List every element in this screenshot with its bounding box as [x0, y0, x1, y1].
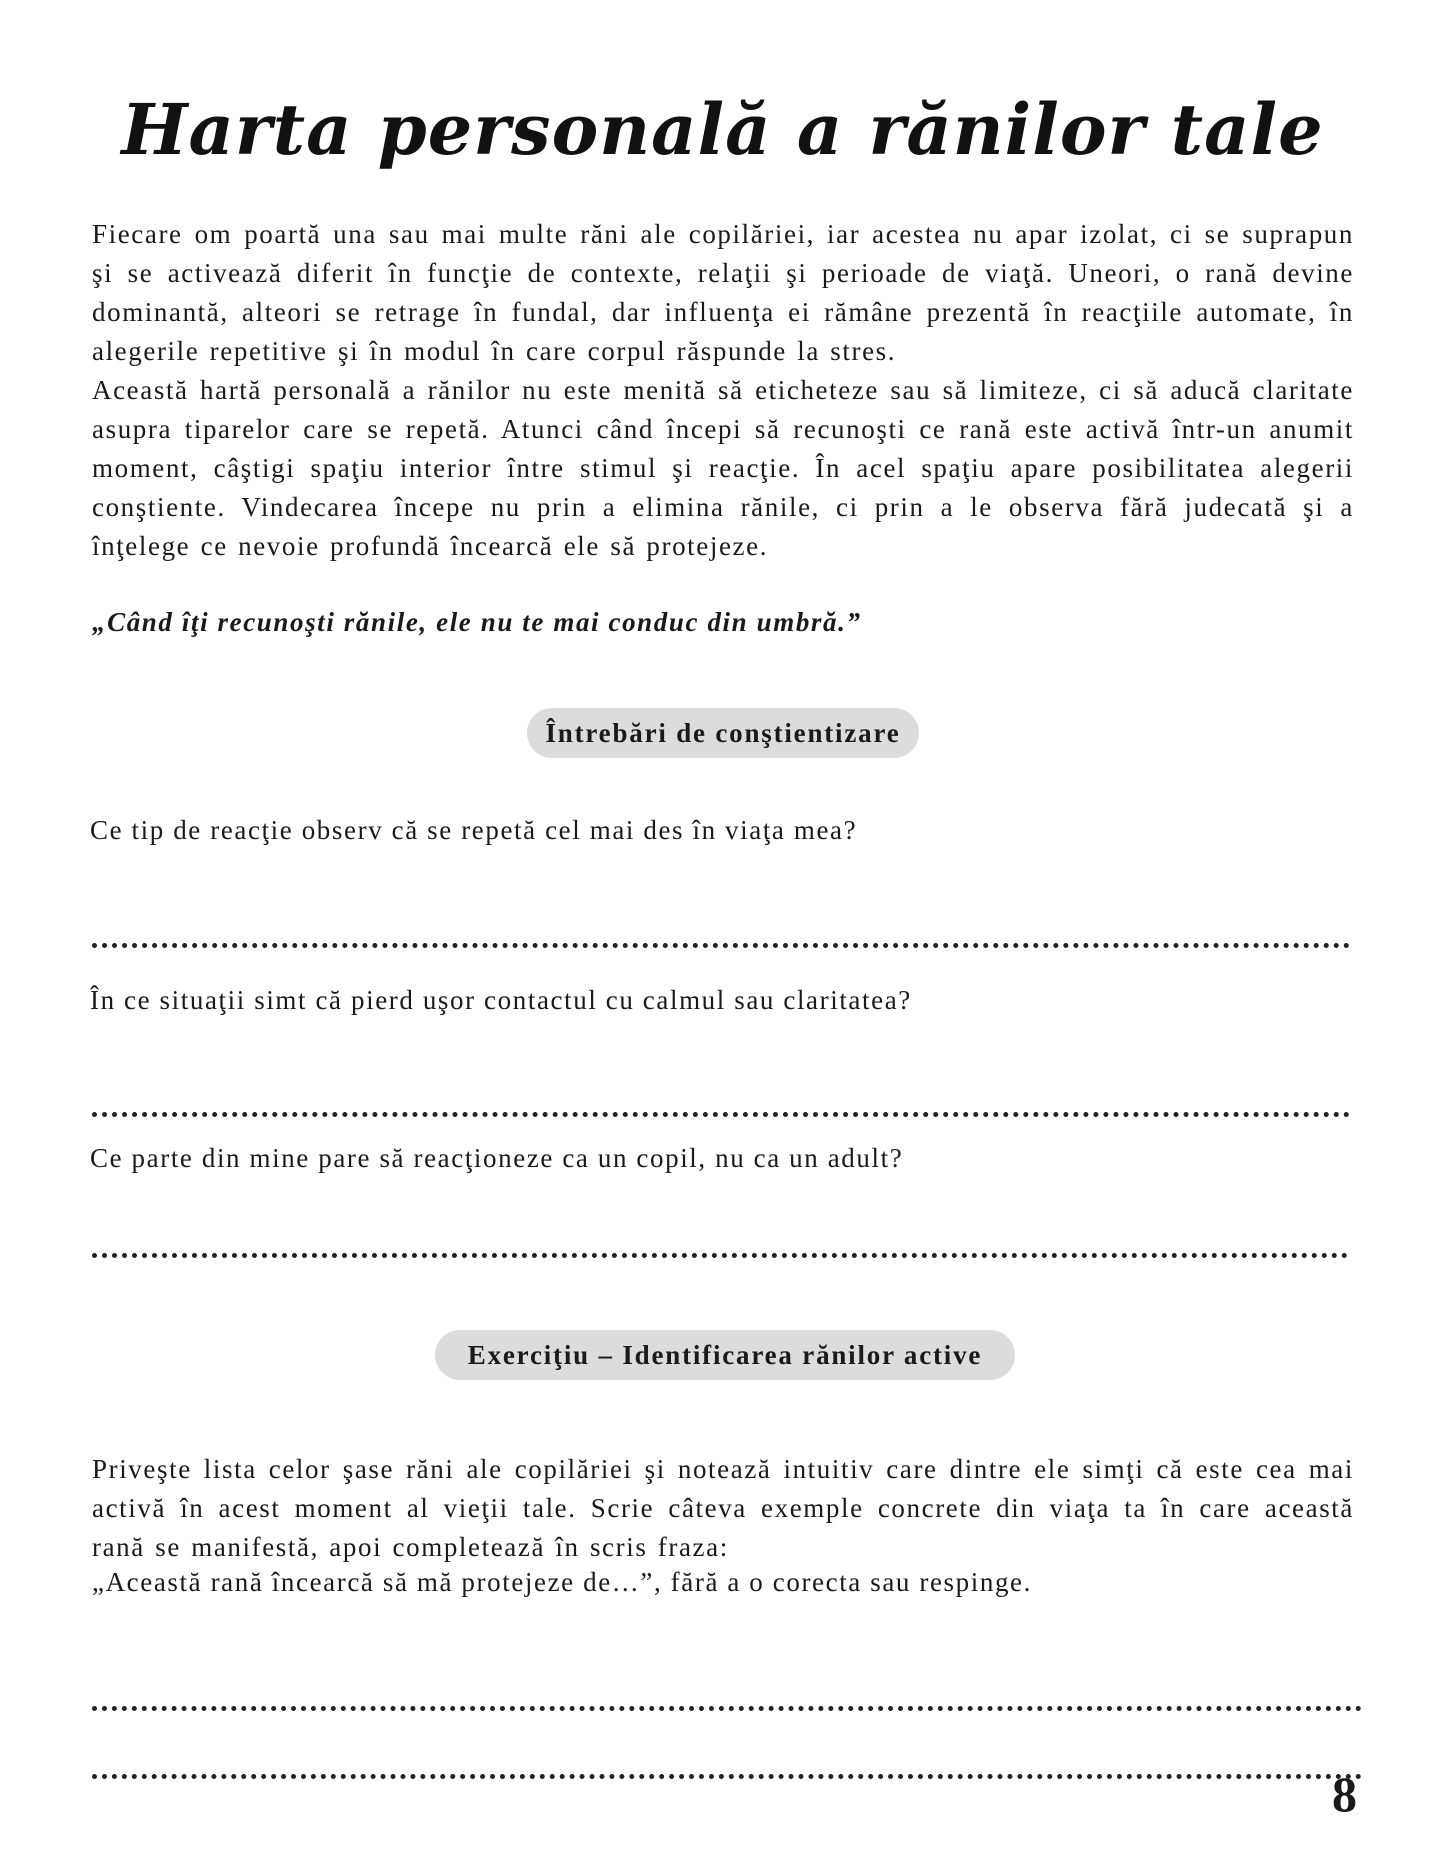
question-2: În ce situaţii simt că pierd uşor contactul cu calmul sau claritatea?	[90, 985, 912, 1015]
exercise-sentence: „Această rană încearcă să mă protejeze de…”, fără a o corecta sau respinge.	[92, 1567, 1032, 1597]
answer-line-3[interactable]	[92, 1253, 1348, 1258]
exercise-instruction: Priveşte lista celor şase răni ale copilăriei şi notează intuitiv care dintre ele simţi că este cea mai activă în acest moment al vieţii tale. Scrie câteva exemple concrete din viaţa ta în care această rană se manifestă, apoi completează în scris fraza:	[92, 1454, 1354, 1562]
section-heading-exercise: Exerciţiu – Identificarea rănilor active	[435, 1330, 1015, 1380]
quote: „Când îţi recunoşti rănile, ele nu te mai conduc din umbră.”	[92, 607, 862, 637]
answer-line-1[interactable]	[92, 943, 1350, 948]
page-number: 8	[1332, 1766, 1357, 1822]
intro-paragraph-1: Fiecare om poartă una sau mai multe răni ale copilăriei, iar acestea nu apar izolat, ci se suprapun şi se activează diferit în funcţie de contexte, relaţii şi perioade de viaţă. Uneori, o rană devine dominantă, alteori se retrage în fundal, dar influenţa ei rămâne prezentă în reacţiile automate, în alegerile repetitive şi în modul în care corpul răspunde la stres.	[92, 219, 1354, 366]
answer-line-5[interactable]	[92, 1774, 1362, 1779]
section-heading-questions: Întrebări de conştientizare	[527, 708, 919, 758]
question-1: Ce tip de reacţie observ că se repetă cel mai des în viaţa mea?	[90, 815, 858, 845]
answer-line-4[interactable]	[92, 1706, 1362, 1711]
page-title: Harta personală a rănilor tale	[121, 88, 1324, 171]
answer-line-2[interactable]	[92, 1112, 1350, 1117]
question-3: Ce parte din mine pare să reacţioneze ca un copil, nu ca un adult?	[90, 1143, 904, 1173]
intro-paragraph-2: Această hartă personală a rănilor nu este menită să eticheteze sau să limiteze, ci să aducă claritate asupra tiparelor care se repetă. Atunci când începi să recunoşti ce rană este activă într-un anumit moment, câştigi spaţiu interior între stimul şi reacţie. În acel spaţiu apare posibilitatea alegerii conştiente. Vindecarea începe nu prin a elimina rănile, ci prin a le observa fără judecată şi a înţelege ce nevoie profundă încearcă ele să protejeze.	[92, 375, 1354, 561]
